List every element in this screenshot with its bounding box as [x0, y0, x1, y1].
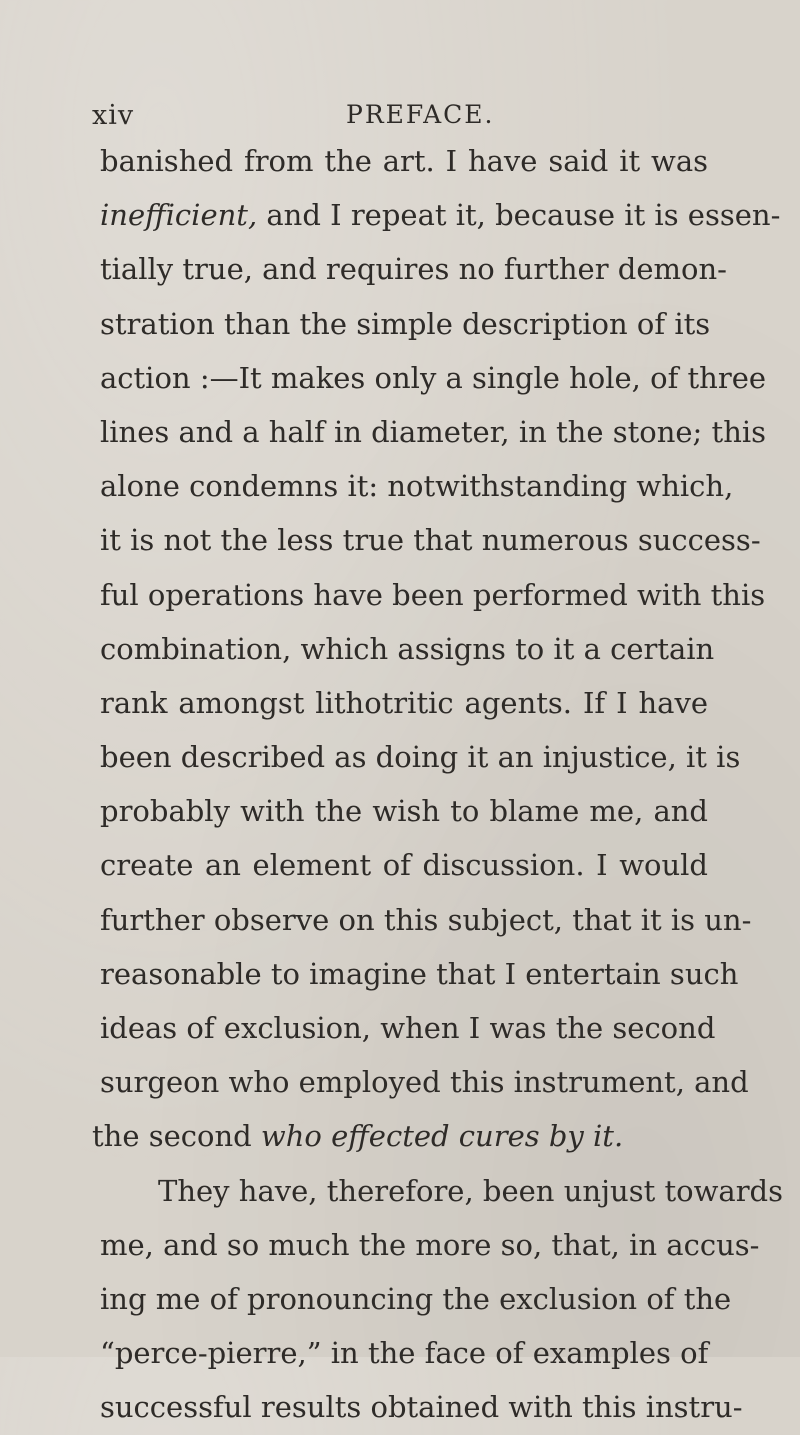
text-line: “perce-pierre,” in the face of examples of	[100, 1336, 709, 1371]
running-head: PREFACE.	[346, 100, 495, 129]
text-line: further observe on this subject, that it is un-	[100, 902, 752, 937]
text-line: successful results obtained with this instru-	[100, 1390, 743, 1425]
text-line: tially true, and requires no further demon-	[100, 252, 727, 287]
text-line: rank amongst lithotritic agents. If I have	[100, 685, 708, 720]
text-line: been described as doing it an injustice, it is	[100, 740, 741, 775]
text-line	[92, 1109, 708, 1163]
text-line: create an element of discussion. I would	[100, 848, 708, 883]
text-line: me, and so much the more so, that, in accus-	[100, 1227, 760, 1262]
paragraph-start-line: They have, therefore, been unjust towards	[158, 1173, 784, 1208]
text-line: ideas of exclusion, when I was the second	[100, 1011, 716, 1045]
text-line: action :—It makes only a single hole, of three	[100, 360, 767, 395]
text-line: alone condemns it: notwithstanding which,	[100, 469, 734, 504]
text-line: stration than the simple description of its	[100, 306, 711, 341]
text-line: reasonable to imagine that I entertain such	[100, 956, 739, 991]
text-line	[100, 188, 781, 242]
body-text	[92, 134, 784, 1435]
text-line: surgeon who employed this instrument, and	[100, 1065, 749, 1100]
text-line: ful operations have been performed with this	[100, 577, 766, 612]
text-line: it is not the less true that numerous success-	[100, 523, 761, 558]
text-line: combination, which assigns to it a certain	[100, 631, 715, 666]
italic-phrase: who effected cures by it.	[260, 1119, 624, 1154]
page-number: xiv	[92, 100, 135, 131]
text-line: lines and a half in diameter, in the stone; this	[100, 414, 767, 449]
italic-word: inefficient,	[100, 198, 258, 233]
text-line: ing me of pronouncing the exclusion of the	[100, 1281, 732, 1316]
text-line: probably with the wish to blame me, and	[100, 794, 708, 829]
text-fragment: the second	[92, 1119, 252, 1154]
text-fragment: and I repeat it, because it is essen-	[266, 198, 781, 233]
text-line: banished from the art. I have said it was	[100, 144, 708, 178]
